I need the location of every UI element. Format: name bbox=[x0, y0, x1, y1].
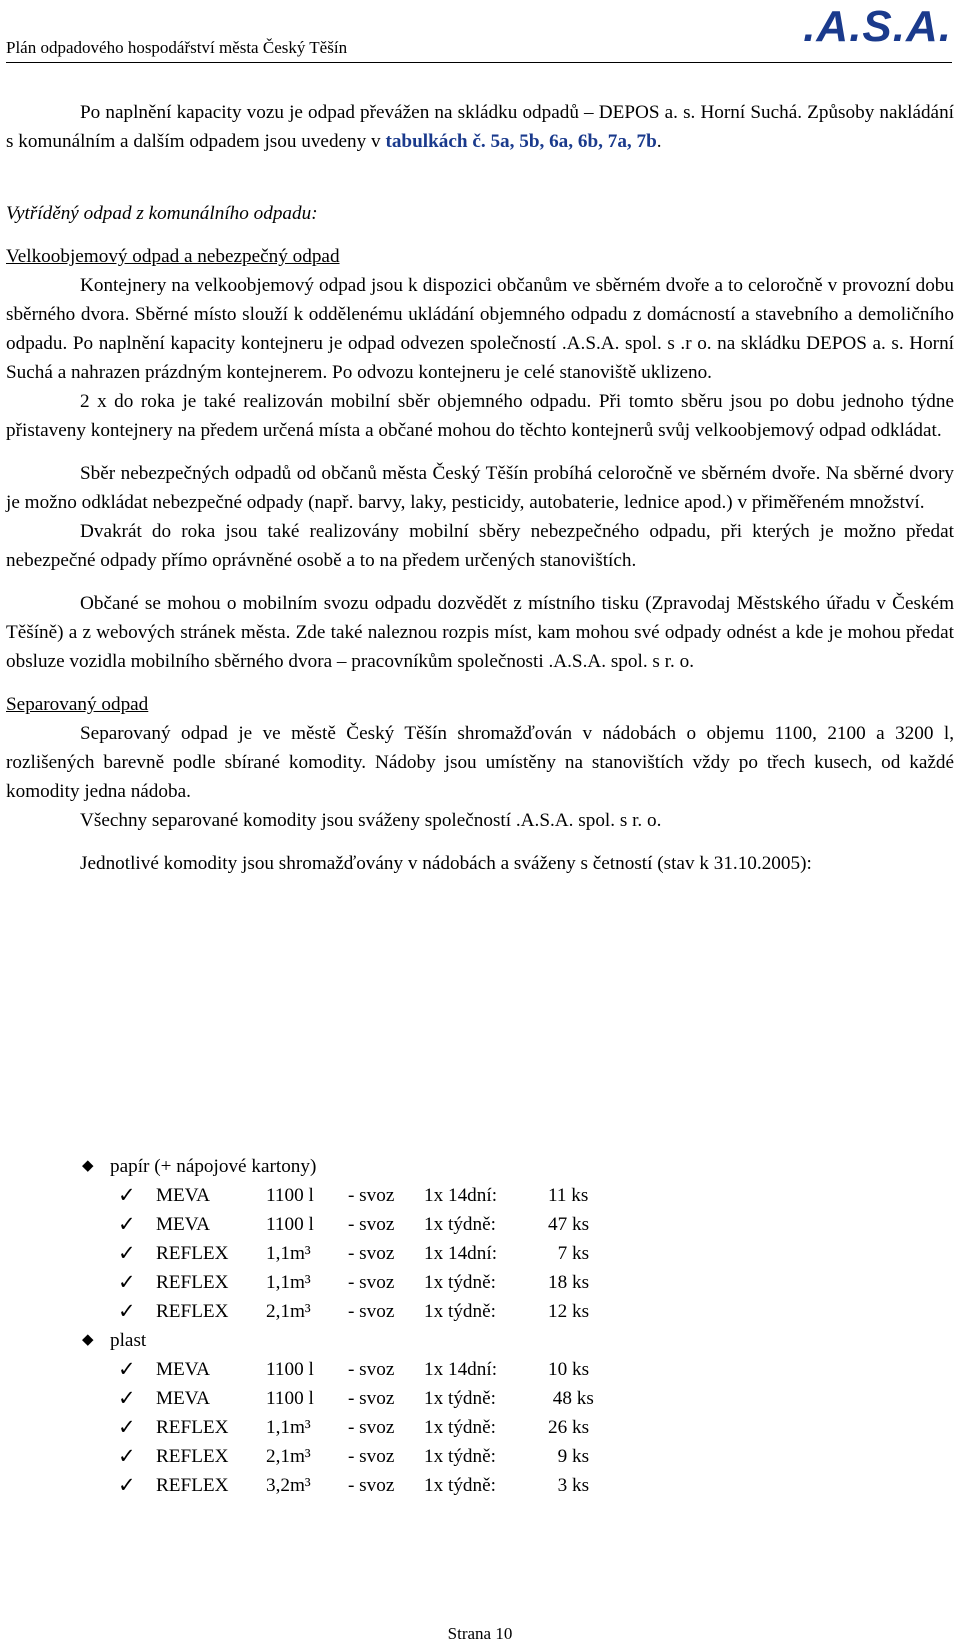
container-size: 1100 l bbox=[266, 1359, 314, 1380]
container-count: 11 ks bbox=[548, 1185, 589, 1206]
separated-waste-heading: Separovaný odpad bbox=[6, 694, 149, 715]
checkmark-icon: ✓ bbox=[118, 1241, 136, 1265]
collection-frequency: 1x 14dní: bbox=[424, 1185, 498, 1206]
commodity-heading bbox=[6, 1152, 906, 1181]
list-item bbox=[6, 1268, 906, 1297]
list-item bbox=[6, 1442, 906, 1471]
container-count: 48 ks bbox=[548, 1388, 594, 1409]
container-count: 18 ks bbox=[548, 1272, 590, 1293]
collection-frequency: 1x 14dní: bbox=[424, 1243, 498, 1264]
bulky-paragraph-2: 2 x do roka je také realizován mobilní sběr objemného odpadu. Při tomto sběru jsou po dobu jednoho týdne přistaveny kontejnery na předem určená místa a občané mohou do těchto kontejnerů svůj velkoobjemový odpad odkládat. bbox=[6, 391, 954, 441]
intro-text: Po naplnění kapacity vozu je odpad převážen na skládku odpadů – DEPOS a. s. Horní Suchá. Způsoby nakládání s komunálním a dalším odpadem jsou uvedeny v bbox=[6, 102, 954, 152]
container-count: 7 ks bbox=[548, 1243, 590, 1264]
checkmark-icon: ✓ bbox=[118, 1473, 136, 1497]
container-size: 2,1m³ bbox=[266, 1446, 311, 1467]
container-type: REFLEX bbox=[156, 1446, 229, 1467]
commodity-name: papír (+ nápojové kartony) bbox=[110, 1156, 317, 1177]
checkmark-icon: ✓ bbox=[118, 1415, 136, 1439]
collection-label: - svoz bbox=[348, 1417, 395, 1438]
page-header bbox=[6, 0, 952, 63]
list-item bbox=[6, 1355, 906, 1384]
list-item bbox=[6, 1384, 906, 1413]
collection-label: - svoz bbox=[348, 1359, 395, 1380]
tables-reference-link[interactable]: tabulkách č. 5a, 5b, 6a, 6b, 7a, 7b bbox=[385, 131, 657, 152]
container-type: MEVA bbox=[156, 1185, 211, 1206]
collection-frequency: 1x týdně: bbox=[424, 1475, 496, 1496]
commodity-heading bbox=[6, 1326, 906, 1355]
information-paragraph: Občané se mohou o mobilním svozu odpadu dozvědět z místního tisku (Zpravodaj Městského úřadu v Českém Těšíně) a z webových stránek města. Zde také naleznou rozpis míst, kam mohou své odpady odnést a kde je mohou předat obsluze vozidla mobilního sběrného dvora – pracovníkům společnosti .A.S.A. spol. s r. o. bbox=[6, 593, 954, 672]
collection-frequency: 1x týdně: bbox=[424, 1388, 496, 1409]
collection-label: - svoz bbox=[348, 1446, 395, 1467]
container-type: REFLEX bbox=[156, 1417, 229, 1438]
bulky-paragraph-1: Kontejnery na velkoobjemový odpad jsou k dispozici občanům ve sběrném dvoře a to celoročně v provozní dobu sběrného dvora. Sběrné místo slouží k oddělenému ukládání objemného odpadu z domácností a stavebního a demoličního odpadu. Po naplnění kapacity kontejneru je odpad odvezen společností .A.S.A. spol. s .r o. na skládku DEPOS a. s. Horní Suchá a nahrazen prázdným kontejnerem. Po odvozu kontejneru je celé stanoviště uklizeno. bbox=[6, 275, 954, 383]
separated-paragraph-1: Separovaný odpad je ve městě Český Těšín shromažďován v nádobách o objemu 1100, 2100 a 3200 l, rozlišených barevně podle sbírané komodity. Nádoby jsou umístěny na stanovištích vždy po třech kusech, od každé komodity jedna nádoba. bbox=[6, 723, 954, 802]
bulky-waste-heading: Velkoobjemový odpad a nebezpečný odpad bbox=[6, 246, 340, 267]
checkmark-icon: ✓ bbox=[118, 1444, 136, 1468]
container-size: 1100 l bbox=[266, 1185, 314, 1206]
commodity-list bbox=[6, 1152, 906, 1500]
list-item bbox=[6, 1471, 906, 1500]
asa-logo: .A.S.A. bbox=[803, 2, 952, 51]
commodity-name: plast bbox=[110, 1330, 147, 1351]
collection-label: - svoz bbox=[348, 1214, 395, 1235]
section-heading: Vytříděný odpad z komunálního odpadu: bbox=[6, 203, 318, 224]
separated-paragraph-3: Jednotlivé komodity jsou shromažďovány v nádobách a sváženy s četností (stav k 31.10.2005): bbox=[80, 853, 812, 874]
collection-frequency: 1x týdně: bbox=[424, 1272, 496, 1293]
collection-frequency: 1x týdně: bbox=[424, 1417, 496, 1438]
checkmark-icon: ✓ bbox=[118, 1270, 136, 1294]
container-type: REFLEX bbox=[156, 1272, 229, 1293]
container-type: REFLEX bbox=[156, 1243, 229, 1264]
list-item bbox=[6, 1239, 906, 1268]
container-size: 1100 l bbox=[266, 1214, 314, 1235]
container-size: 1,1m³ bbox=[266, 1272, 311, 1293]
container-count: 26 ks bbox=[548, 1417, 590, 1438]
container-type: MEVA bbox=[156, 1388, 211, 1409]
list-item bbox=[6, 1297, 906, 1326]
collection-label: - svoz bbox=[348, 1388, 395, 1409]
checkmark-icon: ✓ bbox=[118, 1183, 136, 1207]
collection-label: - svoz bbox=[348, 1243, 395, 1264]
checkmark-icon: ✓ bbox=[118, 1299, 136, 1323]
checkmark-icon: ✓ bbox=[118, 1357, 136, 1381]
list-item bbox=[6, 1181, 906, 1210]
container-size: 1,1m³ bbox=[266, 1243, 311, 1264]
collection-frequency: 1x týdně: bbox=[424, 1446, 496, 1467]
collection-frequency: 1x 14dní: bbox=[424, 1359, 498, 1380]
container-size: 3,2m³ bbox=[266, 1475, 311, 1496]
list-item bbox=[6, 1210, 906, 1239]
collection-label: - svoz bbox=[348, 1185, 395, 1206]
container-type: MEVA bbox=[156, 1359, 211, 1380]
collection-label: - svoz bbox=[348, 1301, 395, 1322]
container-count: 47 ks bbox=[548, 1214, 590, 1235]
collection-frequency: 1x týdně: bbox=[424, 1214, 496, 1235]
container-size: 2,1m³ bbox=[266, 1301, 311, 1322]
separated-paragraph-2: Všechny separované komodity jsou sváženy společností .A.S.A. spol. s r. o. bbox=[80, 810, 662, 831]
container-type: MEVA bbox=[156, 1214, 211, 1235]
container-type: REFLEX bbox=[156, 1475, 229, 1496]
container-count: 3 ks bbox=[548, 1475, 590, 1496]
main-text bbox=[6, 98, 954, 878]
page-number: Strana 10 bbox=[447, 1624, 513, 1643]
intro-text-end: . bbox=[656, 131, 662, 152]
container-count: 9 ks bbox=[548, 1446, 590, 1467]
container-size: 1100 l bbox=[266, 1388, 314, 1409]
diamond-bullet-icon: ◆ bbox=[82, 1158, 94, 1174]
container-type: REFLEX bbox=[156, 1301, 229, 1322]
list-item bbox=[6, 1413, 906, 1442]
diamond-bullet-icon: ◆ bbox=[82, 1332, 94, 1348]
checkmark-icon: ✓ bbox=[118, 1212, 136, 1236]
hazardous-paragraph-1: Sběr nebezpečných odpadů od občanů města Český Těšín probíhá celoročně ve sběrném dvoře. Na sběrné dvory je možno odkládat nebezpečné odpady (např. barvy, laky, pesticidy, autobaterie, lednice apod.) v přiměřeném množství. bbox=[6, 463, 954, 513]
collection-frequency: 1x týdně: bbox=[424, 1301, 496, 1322]
container-count: 12 ks bbox=[548, 1301, 590, 1322]
header-title: Plán odpadového hospodářství města Český Těšín bbox=[6, 38, 348, 57]
intro-paragraph bbox=[6, 98, 954, 156]
container-size: 1,1m³ bbox=[266, 1417, 311, 1438]
checkmark-icon: ✓ bbox=[118, 1386, 136, 1410]
collection-label: - svoz bbox=[348, 1272, 395, 1293]
container-count: 10 ks bbox=[548, 1359, 590, 1380]
hazardous-paragraph-2: Dvakrát do roka jsou také realizovány mobilní sběry nebezpečného odpadu, při kterých je možno předat nebezpečné odpady přímo oprávněné osobě a to na předem určených stanovištích. bbox=[6, 521, 954, 571]
collection-label: - svoz bbox=[348, 1475, 395, 1496]
